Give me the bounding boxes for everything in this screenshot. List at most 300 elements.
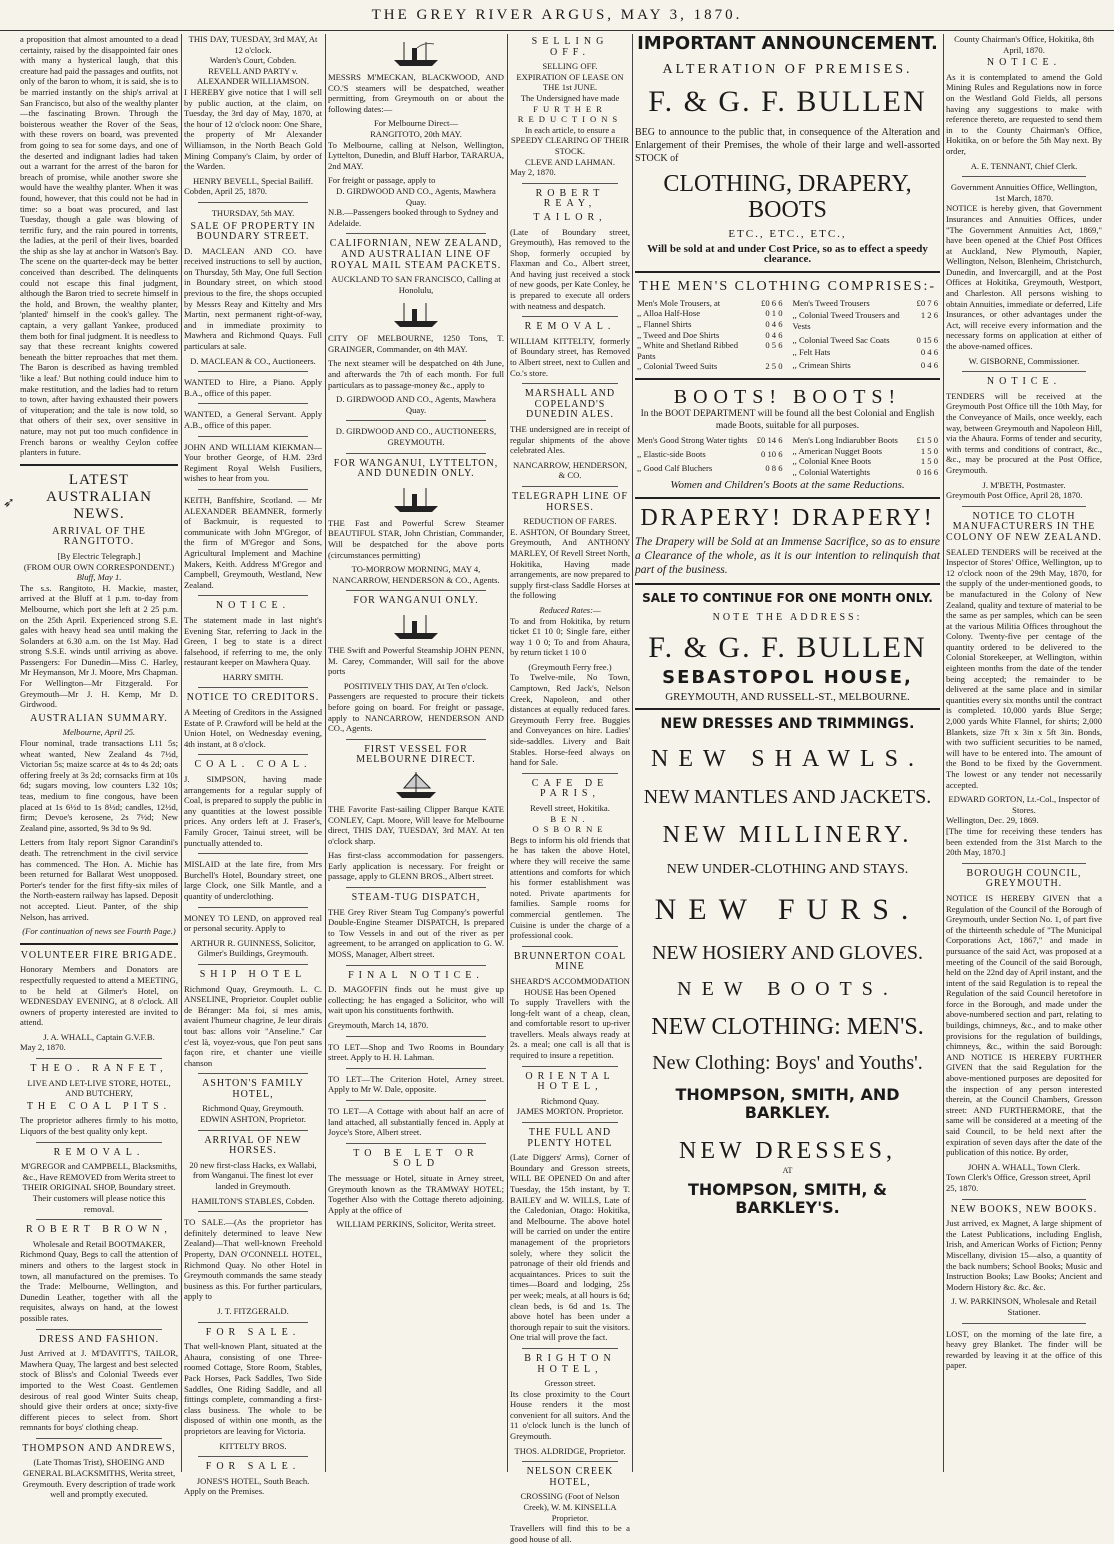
- ad-line: RANGITOTO, 20th MAY.: [370, 128, 462, 139]
- ad-line: (Greymouth Ferry free.): [528, 661, 612, 672]
- ad-body: CITY OF MELBOURNE, 1250 Tons, T. GRAINGER, Commander, on 4th MAY.: [328, 333, 504, 354]
- ad-signature: W. GISBORNE, Commissioner.: [968, 355, 1080, 366]
- hosiery-heading: NEW HOSIERY AND GLOVES.: [651, 942, 924, 965]
- ad-body: Just arrived, ex Magnet, A large shipment of the Latest Publications, including English, Irish, and American Works of Fiction; Penny Miscellany, division 15—also, a quantity of the back numbers; School Books; Music and Instruction Books; Law Books; Ancient and Modern History &c. &c. &c.: [946, 1218, 1102, 1292]
- divider: [522, 183, 618, 184]
- ad-title: NEW BOOKS, NEW BOOKS.: [950, 1203, 1098, 1215]
- divider: [635, 271, 940, 273]
- ad-line: POSITIVELY THIS DAY, At Ten o'clock.: [343, 680, 489, 691]
- ad-line: TO-MORROW MORNING, MAY 4,: [351, 564, 481, 575]
- divider: [198, 403, 308, 404]
- ad-title: THE FULL AND PLENTY HOTEL: [527, 1127, 613, 1149]
- ad-body: J. SIMPSON, having made arrangements for a regular supply of Coal, is prepared to supply the public in any quantities at the lowest possible prices. Any orders left at J. Fraser's, Family Grocer, Tainui street, will be punctually attended to.: [184, 774, 322, 848]
- divider: [346, 453, 487, 454]
- ad-subtitle: Wholesale and Retail BOOTMAKER,: [32, 1238, 166, 1249]
- divider: [36, 1142, 162, 1143]
- divider: [36, 1058, 162, 1059]
- price-row: [791, 435, 941, 446]
- note-address: NOTE THE ADDRESS:: [712, 611, 863, 623]
- divider: [522, 773, 618, 774]
- divider: [346, 887, 487, 888]
- ad-line: The Undersigned have made: [520, 92, 620, 103]
- shawls-heading: NEW SHAWLS.: [651, 746, 924, 773]
- ad-title: ORIENTAL HOTEL,: [525, 1070, 615, 1093]
- personal-notice: KEITH, Banffshire, Scotland. — Mr ALEXANDER BEAMNER, formerly of Backmuir, is requested to communicate with John M'Gregor, of the firm of M'Gregor and Sons, Agricultural Implement and Machine Makers, Keith. Address M'Gregor and Campbell, Greymouth, Westland, New Zealand.: [184, 494, 322, 590]
- ad-line: In each article, to ensure a: [524, 124, 616, 135]
- ad-title: REMOVAL.: [524, 321, 616, 333]
- price-row: [791, 360, 941, 372]
- price-item: ,, Colonial Knee Boots: [792, 456, 872, 467]
- ad-title: FOR SALE.: [205, 1326, 301, 1338]
- price-item: ,, American Nugget Boots: [792, 445, 883, 456]
- ad-body: Richmond Quay, Begs to call the attention of miners and others to the largest stock in town, all manufactured on the premises. To the Trade: Melbourne, Wellington, and Dunedin Leather, together with all the requisites, always on hand, at the lowest possible rates.: [20, 1249, 178, 1323]
- ad-body: The statement made in last night's Evening Star, referring to Jack in the Green, I beg to state is a direct falsehood, if referring to me, the only restaurant keeper on Mawhera Quay.: [184, 614, 322, 668]
- ad-signature: WILLIAM PERKINS, Solicitor, Werita street.: [336, 1219, 496, 1230]
- divider: [522, 1066, 618, 1067]
- ad-title: CALIFORNIAN, NEW ZEALAND, AND AUSTRALIAN LINE OF ROYAL MAIL STEAM PACKETS.: [329, 238, 503, 271]
- ad-body: (Late Diggers' Arms), Corner of Boundary and Gresson streets, WILL BE OPENED On and after Tuesday, the 15th instant, by T. BAILEY and W. WILLS, Late of the Caledonian, Otago: Hokitika, and Melbourne. The above hotel will be carried on under the entire management of the proprietors solely, where they solicit the patronage of their old friends and acquaintances. Prices to suit the times—Board and lodging, 25s per week; meals, at all hours is 6d; clean beds, is 6d and 1s. The above hotel has been under a thorough repair to suit the visitors. One trial will prove the fact.: [510, 1152, 630, 1343]
- price-value: 0 10 6: [761, 449, 783, 460]
- price-value: 0 4 6: [920, 347, 938, 358]
- ad-note: N.B.—Passengers booked through to Sydney and Adelaide.: [328, 207, 499, 228]
- ad-body: The proprietor adheres firmly to his motto, Liquors of the best quality only kept.: [20, 1115, 178, 1137]
- price-table-right: [791, 435, 941, 477]
- ad-title: THEO. RANFET,: [30, 1063, 168, 1075]
- news-body: The s.s. Rangitoto, H. Mackie, master, arrived at the Bluff at 1 p.m. to-day from Melbourne, which port she left at 2 25 p.m. on the 25th April. Experienced strong S.E. gales with heavy head sea until making the Solanders at 6.30 a.m. on the 1st May. Had strong S.S.E. winds until arriving as above. Passengers: For Dunedin—Miss C. Harley, Mr Heymanson, Mr J. Moore, Mrs Chapman. For Wellington—Mr Fitzgerald. For Greymouth—Mr J. H. Kemp, Mr D. Girdwood.: [20, 582, 178, 710]
- ad-title: BOROUGH COUNCIL, GREYMOUTH.: [966, 867, 1082, 890]
- notice-office: County Chairman's Office, Hokitika, 8th April, 1870.: [954, 34, 1094, 55]
- divider: [198, 371, 308, 372]
- divider: [522, 486, 618, 487]
- divider: [962, 371, 1087, 372]
- women-boots-line: Women and Children's Boots at the same Reductions.: [670, 479, 905, 492]
- price-value: 0 4 6: [920, 359, 938, 370]
- column-6: [946, 34, 1102, 1472]
- ad-title: FOR WANGANUI, LYTTELTON, AND DUNEDIN ONLY.: [333, 457, 499, 480]
- important-heading: IMPORTANT ANNOUNCEMENT.: [637, 33, 938, 54]
- ad-body: The next steamer will be despatched on 4th June, and afterwards the 7th of each month. For full particulars as to passage-money &c., apply to: [328, 358, 504, 390]
- divider: [346, 1068, 487, 1069]
- notice-office: Government Annuities Office, Wellington, 1st March, 1870.: [950, 182, 1098, 203]
- ad-body: (Late of Boundary street, Greymouth), Has removed to the Shop, formerly occupied by Flaxman and Co., Albert street, And having just received a stock of new goods, per Kate Conley, he is prepared to execute all orders with neatness and despatch.: [510, 226, 630, 311]
- to-let-ad: TO LET—A Cottage with about half an acre of land attached, all substantially fenced in. Apply at Joyce's Store, Albert street.: [328, 1105, 504, 1138]
- divider: [522, 1348, 618, 1349]
- ad-signature: JAMES MORTON. Proprietor.: [516, 1106, 624, 1117]
- ad-line: For freight or passage, apply to: [328, 175, 436, 186]
- divider: [962, 1199, 1087, 1200]
- sale-place: Warden's Court, Cobden.: [209, 55, 297, 66]
- divider: [522, 1122, 618, 1123]
- divider: [198, 1073, 308, 1074]
- ad-signature: EDWARD GORTON, Lt.-Col., Inspector of Stores.: [948, 794, 1100, 815]
- price-value: 1 5 0: [920, 456, 938, 467]
- summary-body-2: Letters from Italy report Signor Carandini's death. The retrenchment in the civil service has commenced. The Hon. A. Michie has been returned for Ballarat West unopposed. Porter's tender for the first fifty-six miles of the North-eastern railway has lapsed. Deposit not accepted. Lieut. Panter, of the ship Nelson, has arrived.: [20, 837, 178, 922]
- mens-heading: THE MEN'S CLOTHING COMPRISES:-: [638, 278, 937, 294]
- ad-signature: NANCARROW, HENDERSON & CO., Agents.: [332, 574, 500, 585]
- ad-body: Begs to inform his old friends that he has taken the above Hotel, where they will receive the same attentions and comforts for which his former establishment was noted. Private apartments for families. Sample rooms for commercial gentlemen. The Cuisine is under the charge of a professional cook.: [510, 834, 630, 941]
- divider: [962, 1323, 1087, 1324]
- price-row: [791, 335, 941, 347]
- price-value: £0 14 6: [756, 434, 783, 445]
- price-item: ,, Colonial Tweed Sac Coats: [792, 334, 890, 345]
- column-4: [510, 34, 630, 1544]
- ad-body: To Twelve-mile, No Town, Camptown, Red Jack's, Nelson Creek, Napoleon, and other distances at equally reduced fares. Greymouth Ferry free. Buggies and Conveyances on hire. Ladies' side-saddles. Livery and Bait Stables. Horse-feed always on hand for Sale.: [510, 672, 630, 768]
- divider: [962, 863, 1087, 864]
- boot-department: In the BOOT DEPARTMENT will be found all the best Colonial and English made Boots, suitable for all purposes.: [640, 408, 935, 431]
- ad-body: THE Swift and Powerful Steamship JOHN PENN, M. Carey, Commander, Will sail for the above ports: [328, 644, 504, 677]
- ad-signature: D. GIRDWOOD AND CO., Agents, Mawhera Quay.: [336, 185, 496, 207]
- price-row: [635, 330, 785, 341]
- price-row: [635, 319, 785, 330]
- divider: [635, 708, 940, 710]
- divider: [522, 946, 618, 947]
- drapery-heading: DRAPERY! DRAPERY!: [640, 504, 935, 531]
- ad-body: Richmond Quay, Greymouth. L. C. ANSELINE, Proprietor. Couplet oublie de Béranger: Ma foi, si mes amis, avaient l'humeur chagrine, Je leur dirais tout bas: allons voir "Anseline." Car c'est là, voyez-vous, que l'on peut sans façon rire, et chanter une vieille chanson: [184, 983, 322, 1068]
- price-value: £1 5 0: [916, 434, 938, 445]
- ad-date: May 2, 1870.: [510, 167, 556, 178]
- ad-body: Passengers are requested to procure their tickets before going on board. For freight or passage, apply to NANCARROW, HENDERSON AND CO., Agents.: [328, 691, 504, 734]
- tsb-name: THOMPSON, SMITH, AND BARKLEY.: [675, 1085, 900, 1123]
- sale-heading: THIS DAY, TUESDAY, 3rd MAY, At 12 o'clock.: [188, 34, 318, 55]
- summary-headline: AUSTRALIAN SUMMARY.: [30, 712, 168, 724]
- ad-subtitle: TAILOR,: [533, 211, 607, 223]
- sale-day: THURSDAY, 5th MAY.: [211, 207, 295, 218]
- price-item: ,, Colonial Tweed Suits: [637, 361, 718, 372]
- divider: [198, 907, 308, 908]
- tsb-name-2: THOMPSON, SMITH, & BARKLEY'S.: [687, 1179, 888, 1217]
- mens-price-list: [635, 298, 940, 372]
- summary-body: Flour nominal, trade transactions L11 5s; wheat wanted, New Zealand 4s 7½d, Victorian 5s; maize scarce at 4s to 4s 2d; oats offering freely at 3s 2d; cornsacks firm at 10s 6d; sugars moving, low counters L32 10s; teas, medium to fine congous, have been placed at 1s 6½d to 1s 8½d; candles, 12½d, firm; Devoe's kerosene, 2s 7½d; New Zealand pine, assorted, 9s 3d to 9s 9d.: [20, 738, 178, 833]
- ad-title: TO BE LET OR SOLD: [353, 1147, 479, 1170]
- price-value: 2 5 0: [765, 361, 783, 372]
- ad-title: DRESS AND FASHION.: [38, 1333, 160, 1345]
- ad-body: THE Grey River Steam Tug Company's powerful Double-Engine Steamer DISPATCH, Is prepared to Tow Vessels in and out of the river as per agreement, to be arranged on application to G. W. MOSS, Manager, Albert street.: [328, 906, 504, 960]
- price-row: [635, 308, 785, 319]
- ad-title: NOTICE.: [215, 600, 291, 612]
- price-table-right: [791, 298, 941, 372]
- ad-subtitle: Richmond Quay.: [540, 1095, 600, 1106]
- ad-subtitle: Revell street, Hokitika.: [530, 803, 610, 813]
- divider: [198, 853, 308, 854]
- divider: [36, 1329, 162, 1330]
- column-5-bullen-ad: [635, 34, 940, 1472]
- ad-body: NOTICE IS HEREBY GIVEN that a Regulation of the Council of the Borough of Greymouth, under Section No. 1, of part five of the thirteenth schedule of "The Municipal Corporations Act, 1867," and made in pursuance of the said Act, was proposed at a meeting of the Council of the said Borough, held on the 22nd day of April instant, and the intent of the said Regulation is to repeal the Regulation of the said Council heretofore in force in the Borough, and made under the above-numbered section and part, relating to buildings, chimneys, &c., and to make other provisions for the regulation of buildings, chimneys, &c., within the said Borough: AND NOTICE IS HEREBY FURTHER GIVEN that the said Regulation for the above-mentioned purposes are deposited for the inspection of any person interested therein, at the Council Chambers, Gresson street: AND FURTHERMORE, that the same will be considered at a meeting of the said Council, to be held next after the expiration of seven days after the date of the publication of this notice. By order,: [946, 892, 1102, 1158]
- ad-body: NOTICE is hereby given, that Government Insurances and Annuities Offices, under "The Government Annuities Act, 1869," have been opened at the Chief Post Offices at Auckland, New Plymouth, Napier, Wellington, Nelson, Blenheim, Christchurch, Dunedin, and Invercargill, and at the Post Offices at Hokitika, Greymouth, Westport, and Charleston. All persons wishing to obtain Annuities, immediate or deferred, Life Insurances, or other advantages under the Act, will receive every information and the necessary forms on application at either of the above-named offices.: [946, 203, 1102, 352]
- divider: [522, 1461, 618, 1462]
- ad-signature: ARTHUR R. GUINNESS, Solicitor, Gilmer's Buildings, Greymouth.: [190, 937, 316, 959]
- ad-body: Travellers will find this to be a good house of all.: [510, 1523, 630, 1544]
- to-let-ad: TO LET—The Criterion Hotel, Arney street. Apply to Mr W. Dale, opposite.: [328, 1073, 504, 1095]
- divider: [198, 1322, 308, 1323]
- price-row: [635, 340, 785, 361]
- ad-title: STEAM-TUG DISPATCH,: [351, 892, 481, 904]
- ad-body: As it is contemplated to amend the Gold Mining Rules and Regulations now in force on the Westland Gold Fields, all persons having any suggestions to make with reference thereto, are requested to send them in to the County Chairman's Office, Hokitika, on or before the 5th May next. By order,: [946, 71, 1102, 156]
- ad-body: Its close proximity to the Court House renders it the most convenient for all suitors. And the 11 o'clock lunch is the lunch of Greymouth.: [510, 1388, 630, 1442]
- ad-title: TELEGRAPH LINE OF HORSES.: [512, 490, 628, 513]
- steamship-icon: [390, 38, 442, 68]
- ad-signature: KITTELTY BROS.: [219, 1440, 287, 1451]
- ad-date: Town Clerk's Office, Gresson street, April 25, 1870.: [946, 1172, 1091, 1193]
- alteration-heading: ALTERATION OF PREMISES.: [662, 62, 913, 77]
- new-dresses-heading: NEW DRESSES AND TRIMMINGS.: [660, 716, 915, 733]
- price-item: ,, White and Shetland Ribbed Pants: [637, 340, 739, 361]
- price-value: 0 16 6: [916, 466, 938, 477]
- ad-title: FIRST VESSEL FOR MELBOURNE DIRECT.: [356, 743, 476, 766]
- column-1: [20, 34, 178, 1500]
- price-value: £0 7 6: [916, 297, 938, 308]
- divider: [635, 497, 940, 499]
- price-row: [791, 347, 941, 359]
- price-item: ,, Colonial Watertights: [792, 466, 870, 477]
- column-3: [328, 34, 504, 1472]
- ad-title: VOLUNTEER FIRE BRIGADE.: [20, 949, 178, 961]
- ad-signature: NANCARROW, HENDERSON, & CO.: [512, 459, 628, 481]
- price-item: ,, Flannel Shirts: [637, 318, 692, 329]
- ad-subtitle: SHEARD'S ACCOMMODATION HOUSE Has been Opened: [510, 975, 630, 997]
- ad-body: E. ASHTON, Of Boundary Street, Greymouth, And ANTHONY MARLEY, Of Revell Street North, Hokitika, Having made arrangements, are now prepared to supply first-class Saddle Horses at the following: [510, 526, 630, 601]
- ad-signature: J. W. PARKINSON, Wholesale and Retail Stationer.: [951, 1296, 1097, 1317]
- divider: [522, 383, 618, 384]
- divider: [198, 489, 308, 490]
- column-rule: [325, 34, 326, 1472]
- boots-heading: BOOTS! BOOTS!: [673, 385, 902, 408]
- ad-line: For Melbourne Direct—: [373, 118, 458, 129]
- ad-signature: HAMILTON'S STABLES, Cobden.: [191, 1195, 315, 1206]
- price-value: 0 8 6: [765, 463, 783, 474]
- divider: [198, 1456, 308, 1457]
- ad-body: JONES'S HOTEL, South Beach.: [196, 1475, 310, 1486]
- price-value: 0 1 0: [765, 308, 783, 319]
- ad-title: MARSHALL AND COPELAND'S DUNEDIN ALES.: [524, 388, 616, 421]
- sale-signature: HENRY BEVELL, Special Bailiff.: [192, 175, 314, 186]
- ad-body: WILLIAM KITTELTY, formerly of Boundary street, has Removed to Albert street, next to Cullen and Co.'s store.: [510, 335, 630, 378]
- price-item: Men's Good Strong Water tights: [637, 434, 748, 445]
- divider: [346, 420, 487, 421]
- ad-line: BEN. OSBORNE: [532, 813, 608, 835]
- divider: [198, 1211, 308, 1212]
- price-table-left: [635, 298, 785, 372]
- at-line: AT: [782, 1166, 793, 1176]
- price-row: [791, 310, 941, 335]
- ad-body: M'GREGOR and CAMPBELL, Blacksmiths, &c., Have REMOVED from Werita street to THEIR ORIGINAL SHOP, Boundary street. Their customers will please notice this removal.: [20, 1161, 177, 1214]
- ad-signature: A. E. TENNANT, Chief Clerk.: [970, 160, 1078, 171]
- boys-clothing-heading: New Clothing: Boys' and Youths'.: [652, 1052, 923, 1075]
- lost-notice: LOST, on the morning of the late fire, a heavy grey Blanket. The finder will be rewarded by leaving it at the office of this paper.: [946, 1328, 1102, 1371]
- price-item: ,, Crimean Shirts: [792, 359, 851, 370]
- ad-date: Wellington, Dec. 29, 1869.: [946, 815, 1039, 826]
- ad-signature: EDWIN ASHTON, Proprietor.: [200, 1114, 306, 1125]
- etc-line: ETC., ETC., ETC.,: [728, 228, 847, 240]
- ad-title: NOTICE.: [986, 57, 1062, 69]
- divider: [346, 739, 487, 740]
- price-item: ,, Colonial Tweed Trousers and Vests: [792, 310, 900, 331]
- divider: [962, 506, 1087, 507]
- price-value: 0 4 6: [765, 318, 783, 329]
- divider: [20, 943, 178, 945]
- ad-title: REMOVAL.: [53, 1146, 145, 1158]
- firm-address: GREYMOUTH, AND RUSSELL-ST., MELBOURNE.: [665, 690, 910, 703]
- ad-signature: HARRY SMITH.: [222, 671, 284, 682]
- announcement-body: BEG to announce to the public that, in consequence of the Alteration and Enlargement of their Premises, the whole of their large and well-assorted STOCK of: [635, 127, 940, 164]
- column-rule: [181, 34, 182, 1472]
- price-value: 1 5 0: [920, 445, 938, 456]
- ad-title: SHIP HOTEL: [199, 968, 307, 980]
- ad-line: FURTHER REDUCTIONS: [517, 103, 623, 125]
- divider: [36, 1438, 162, 1439]
- steamship-icon: [390, 484, 442, 514]
- ad-line: SELLING OFF.: [542, 61, 598, 72]
- price-row: [635, 435, 785, 449]
- divider: [346, 965, 487, 966]
- divider: [962, 176, 1087, 177]
- ad-title: ASHTON'S FAMILY HOTEL,: [202, 1078, 304, 1100]
- ad-subtitle: REDUCTION OF FARES.: [523, 516, 617, 527]
- ad-body: MESSRS M'MECKAN, BLACKWOOD, AND CO.'S steamers will be despatched, weather permitting, from Greymouth on or about the following dates:—: [328, 72, 504, 114]
- ad-body: To supply Travellers with the long-felt want of a cheap, clean, and comfortable resort to up-river travellers. Meals always ready at 2s. a meal; one call is all that is required to insure a repetition.: [510, 997, 630, 1061]
- column-rule: [632, 34, 633, 1472]
- margin-arrow-icon: ➶: [3, 496, 15, 511]
- sailing-ship-icon: [390, 770, 442, 800]
- price-item: ,, Good Calf Bluchers: [637, 463, 713, 474]
- ad-body: SEALED TENDERS will be received at the Inspector of Stores' Office, Wellington, up to 12 o'clock noon of the 29th May, 1870, for the supply of the under-mentioned goods, to be manufactured in the Colony of New Zealand, quality and texture of material to be the same as per samples, which can be seen at the various Militia Offices throughout the Colony. Twenty-five per centage of the quantity ordered to be delivered to the Colonial Storekeeper, at Wellington, within eighteen months from the date of the tender being accepted; the remainder to be delivered at the same place and in similar quantities every six months until the contract is completed. 10,000 yards Blue Serge; 2,000 yards White Flannel, for shirts; 2,000 Blankets, size 7ft x 3in x 5ft 3in. Bonds, with two sufficient securities to be named, will have to be entered into. The amount of the Bond to be fixed by the Government. The lowest or any tender not necessarily accepted.: [946, 546, 1102, 790]
- price-item: ,, Tweed and Doe Shirts: [637, 329, 720, 340]
- new-dresses-2: NEW DRESSES,: [679, 1138, 896, 1165]
- price-value: 1 2 6: [920, 310, 938, 321]
- sebastopol-house: SEBASTOPOL HOUSE,: [662, 666, 913, 688]
- ad-title: BRUNNERTON COAL MINE: [513, 950, 627, 973]
- to-let-ad: TO LET—Shop and Two Rooms in Boundary street. Apply to H. H. Lahman.: [328, 1041, 504, 1063]
- divider: [346, 1100, 487, 1101]
- ad-body: (Late Thomas Trist), SHOEING AND GENERAL BLACKSMITHS, Werita street, Greymouth. Every description of trade work well and promptly executed.: [22, 1457, 176, 1500]
- sale-date: Cobden, April 25, 1870.: [184, 186, 268, 197]
- divider: [198, 595, 308, 596]
- ad-date: Greymouth Post Office, April 28, 1870.: [946, 490, 1083, 501]
- price-row: [791, 446, 941, 457]
- ad-signature: JOHN A. WHALL, Town Clerk.: [968, 1161, 1080, 1172]
- cost-line: Will be sold at and under Cost Price, so as to effect a speedy clearance.: [647, 242, 928, 266]
- ad-title: NOTICE.: [986, 376, 1062, 388]
- new-clothing-heading: NEW CLOTHING: MEN'S.: [651, 1014, 924, 1041]
- firm-name-2: F. & G. F. BULLEN: [648, 630, 927, 664]
- divider: [198, 964, 308, 965]
- news-headline: LATEST AUSTRALIAN NEWS.: [46, 471, 152, 522]
- personal-notice: JOHN AND WILLIAM KIEKMAN—Your brother George, of H.M. 23rd Regiment Royal Welsh Fusiliers, wishes to hear from you.: [184, 441, 322, 484]
- ad-signature: THOS. ALDRIDGE, Proprietor.: [514, 1445, 626, 1456]
- ad-title: SALE OF PROPERTY IN BOUNDARY STREET.: [190, 220, 316, 243]
- divider: [635, 378, 940, 380]
- millinery-heading: NEW MILLINERY.: [662, 822, 913, 849]
- story-continuation: a proposition that almost amounted to a dead certainty, raised by the disappointed fair ones with many a hysterical laugh, that this creature had paid the passages and outfits, not only of the baron to whom, it is said, she is to be married instantly on the ship's arrival at San Francisco, but also of the wealthy planter —the fascinating Brown. Through the boisterous weather the Rover of the Seas, with these rovers on board, was prevented from going to sea for some days, and one of the deserted and indignant ladies had taken out a warrant for the arrest of the baron for breach of promise, while another swore she would have the wealthy planter. When it was found, however, that this could not be had in time: so a boat was procured, and last Tuesday, though a gale was blowing of terrific fury, and the rain poured in torrents, the ladies, at the peril of their lives, boarded the ship as she lay at anchor in Watson's Bay. The scene on the quarter-deck may be better conceived than described. The delinquents could not escape this final judgment, although the Baron tried to secrete himself in the hold, and Brown, the wealthy planter, 'planted' himself in the cook's galley. The captain, a very gallant Yankee, produced them both for final judgment. It is needless to say that these recreant knights cowered beneath the bitter reproaches that met them. The Baron is described as having trembled 'like a leaf.' But nothing could induce him to make restitution, and the ladies had to return to town, after having exhausted their powers of vituperation; and the tale is now told, so that others of their sex, over sensitive in nature, may not put too much confidence in French barons or wealthy Ceylon coffee planters in future.: [20, 34, 178, 458]
- price-item: Men's Tweed Trousers: [792, 297, 870, 308]
- price-row: [791, 467, 941, 478]
- ad-body: That well-known Plant, situated at the Ahaura, consisting of one Three-roomed Cottage, Store Room, Stables, Pack Horses, Pack Saddles, Two Side Saddles, One Riding Saddle, and all fittings complete, commanding a first-class business. The whole to be disposed of within one month, as the proprietors are leaving for Victoria.: [184, 1341, 322, 1436]
- divider: [346, 1036, 487, 1037]
- summary-dateline: Melbourne, April 25.: [62, 727, 136, 738]
- ad-line: EXPIRATION OF LEASE ON THE 1st JUNE.: [516, 71, 624, 93]
- wanted-ad: WANTED to Hire, a Piano. Apply B.A., office of this paper.: [184, 377, 322, 398]
- divider: [346, 233, 487, 234]
- drapery-body: The Drapery will be Sold at an Immense Sacrifice, so as to ensure a Clearance of the whole, as it is our intention to relinquish that part of the business.: [635, 535, 940, 576]
- dateline: Bluff, May 1.: [76, 572, 122, 583]
- price-item: Men's Long Indiarubber Boots: [792, 434, 898, 445]
- ad-title: NELSON CREEK HOTEL,: [526, 1466, 614, 1488]
- ad-title: BRIGHTON HOTEL,: [524, 1352, 616, 1375]
- price-table-left: [635, 435, 785, 477]
- ad-body: The messuage or Hotel, situate in Arney street, Greymouth known as the TRAMWAY HOTEL; Together Also with the Cottage thereto adjoining. Apply at the office of: [328, 1172, 504, 1215]
- ad-title: CAFE DE PARIS,: [531, 777, 609, 800]
- ad-body: TO SALE.—(As the proprietor has definitely determined to leave New Zealand)—That well-known Freehold Property, DAN O'CONNELL HOTEL, Richmond Quay. No other Hotel in Greymouth commands the same steady business as this. For further particulars, apply to: [184, 1217, 322, 1302]
- ad-title: ROBERT BROWN,: [26, 1224, 172, 1236]
- price-row: [635, 298, 785, 309]
- ad-body: Richmond Quay, Greymouth.: [202, 1103, 304, 1114]
- column-rule: [507, 34, 508, 1472]
- divider: [346, 1143, 487, 1144]
- ad-subtitle: Gresson street.: [544, 1378, 596, 1389]
- steamship-icon: [390, 611, 442, 641]
- price-row: [635, 361, 785, 372]
- rates-list: To and from Hokitika, by return ticket £1 10 0; Single fare, either way 1 0 0; To and from Ahaura, by return ticket 1 10 0: [510, 615, 630, 658]
- column-rule: [943, 34, 944, 1472]
- new-boots-heading: NEW BOOTS.: [677, 978, 898, 1001]
- ad-signature: D. GIRDWOOD AND CO., Agents, Mawhera Quay.: [336, 394, 496, 415]
- divider: [36, 1219, 162, 1220]
- ad-title: FOR SALE.: [205, 1461, 301, 1473]
- masthead: THE GREY RIVER ARGUS, MAY 3, 1870.: [0, 0, 1114, 31]
- ad-title: NOTICE TO CREDITORS.: [186, 692, 320, 704]
- ad-body: Has first-class accommodation for passengers. Early application is necessary. For freight or passage, apply to GLENN BROS., Albert street.: [328, 850, 504, 882]
- divider: [198, 754, 308, 755]
- price-item: Men's Mole Trousers, at: [637, 297, 721, 308]
- ad-subtitle: THE COAL PITS.: [26, 1100, 172, 1112]
- ad-title: ROBERT REAY,: [535, 187, 605, 210]
- boots-price-list: [635, 435, 940, 477]
- divider: [198, 436, 308, 437]
- price-row: [635, 463, 785, 477]
- wanted-ad: WANTED, a General Servant. Apply A.B., office of this paper.: [184, 409, 322, 430]
- ad-line: D. GIRDWOOD AND CO., AUCTIONEERS, GREYMOUTH.: [335, 426, 497, 448]
- sale-parties: REVELL AND PARTY v. ALEXANDER WILLIAMSON.: [196, 65, 310, 87]
- news-subheadline: ARRIVAL OF THE RANGITOTO.: [52, 525, 146, 548]
- firm-name: F. & G. F. BULLEN: [648, 85, 927, 118]
- rates-title: Reduced Rates:—: [539, 604, 601, 615]
- ad-body: THE Fast and Powerful Screw Steamer BEAUTIFUL STAR, John Christian, Commander, Will be despatched for the above ports (circumstances permitting): [328, 517, 504, 560]
- price-value: £0 6 6: [761, 297, 783, 308]
- clothing-heading: CLOTHING, DRAPERY, BOOTS: [663, 171, 912, 223]
- ad-body: THE Favorite Fast-sailing Clipper Barque KATE CONLEY, Capt. Moore, Will leave for Melbourne direct, THIS DAY, TUESDAY, 3rd MAY. At ten o'clock sharp.: [328, 803, 504, 846]
- correspondent-credit: (FROM OUR OWN CORRESPONDENT.): [23, 561, 175, 572]
- price-value: 0 4 6: [765, 329, 783, 340]
- ad-signature: J. T. FITZGERALD.: [217, 1305, 289, 1316]
- price-row: [791, 298, 941, 310]
- divider: [522, 316, 618, 317]
- divider: [20, 464, 178, 466]
- ad-body: 20 new first-class Hacks, ex Wallabi, from Wanganui. The finest lot ever landed in Greymouth.: [189, 1159, 317, 1192]
- furs-heading: NEW FURS.: [654, 893, 921, 927]
- sale-body: I HEREBY give notice that I will sell by public auction, at the claim, on Tuesday, the 3rd day of May, 1870, at the hour of 12 o'clock noon: One Share, the property of Mr Alexander Williamson, in the North Beach Gold Mining Company's Claim, by order of the Warden.: [184, 86, 322, 172]
- mantles-heading: NEW MANTLES AND JACKETS.: [643, 786, 932, 809]
- ad-body: D. MAGOFFIN finds out he must give up collecting; he has engaged a Solicitor, who will wait upon his constituents forthwith.: [328, 984, 504, 1016]
- ad-line: SPEEDY CLEARING OF THEIR STOCK.: [510, 135, 630, 156]
- underclothing-heading: NEW UNDER-CLOTHING AND STAYS.: [666, 862, 909, 878]
- ad-body: Just Arrived at J. M'DAVITT'S, TAILOR, Mawhera Quay, The largest and best selected stock of Bliss's and Colonial Tweeds ever imported to the West Coast. Gentlemen desirous of real good Winter Suits cheap, should give their orders at once; sixty-five different pieces to select from. Short remnants for boys' clothing cheap.: [20, 1348, 178, 1433]
- telegraph-credit: [By Electric Telegraph.]: [57, 550, 141, 561]
- divider: [198, 202, 308, 203]
- ad-body: A Meeting of Creditors in the Assigned Estate of P. Crawford will be held at the Union Hotel, on Wednesday evening, 4th instant, at 8 o'clock.: [184, 707, 322, 749]
- ad-title: SELLING OFF.: [531, 36, 609, 58]
- ad-note: [The time for receiving these tenders has been extended from the 31st March to the 20th May, 1870.]: [946, 825, 1102, 858]
- divider: [198, 687, 308, 688]
- ad-date: Greymouth, March 14, 1870.: [328, 1020, 429, 1030]
